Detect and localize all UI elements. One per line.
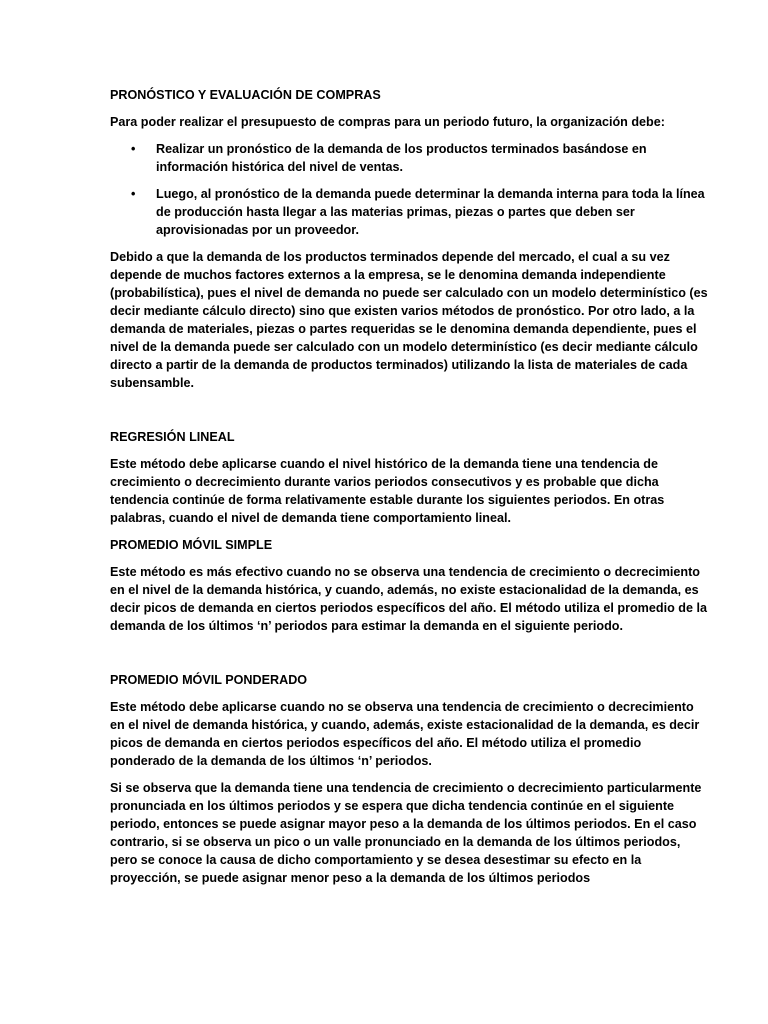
list-item-text: Realizar un pronóstico de la demanda de los productos terminados basándose en información histórica del nivel de ventas. <box>156 142 647 174</box>
list-item-text: Luego, al pronóstico de la demanda puede determinar la demanda interna para toda la línea de producción hasta llegar a las materias primas, piezas o partes que deben ser aprovisionadas por un proveedor. <box>156 187 705 237</box>
section-heading-regresion: REGRESIÓN LINEAL <box>110 430 235 444</box>
promedio-ponderado-paragraph: Este método debe aplicarse cuando no se observa una tendencia de crecimiento o decrecimiento en el nivel de demanda histórica, y cuando, además, existe estacionalidad de la demanda, es decir picos de demanda en ciertos periodos específicos del año. El método utiliza el promedio ponderado de la demanda de los últimos ‘n’ periodos. <box>110 700 700 768</box>
list-item <box>110 140 708 176</box>
list-item <box>110 185 708 239</box>
section-heading-promedio-ponderado: PROMEDIO MÓVIL PONDERADO <box>110 673 308 687</box>
bullet-icon: • <box>131 142 136 156</box>
regresion-paragraph: Este método debe aplicarse cuando el nivel histórico de la demanda tiene una tendencia de crecimiento o decrecimiento durante varios periodos consecutivos y es probable que dicha tendencia continúe de forma relativamente estable durante los siguientes periodos. En otras palabras, cuando el nivel de demanda tiene comportamiento lineal. <box>110 457 665 525</box>
section-heading-promedio-simple: PROMEDIO MÓVIL SIMPLE <box>110 538 273 552</box>
bullet-list <box>110 140 708 239</box>
section-heading-pronostico: PRONÓSTICO Y EVALUACIÓN DE COMPRAS <box>110 88 381 102</box>
promedio-simple-paragraph: Este método es más efectivo cuando no se observa una tendencia de crecimiento o decrecimiento en el nivel de la demanda histórica, y cuando, además, no existe estacionalidad de la demanda, es decir picos de demanda en ciertos periodos específicos del año. El método utiliza el promedio de la demanda de los últimos ‘n’ periodos para estimar la demanda en el siguiente periodo. <box>110 565 707 633</box>
bullet-icon: • <box>131 187 136 201</box>
intro-paragraph: Para poder realizar el presupuesto de compras para un periodo futuro, la organización debe: <box>110 115 665 129</box>
peso-paragraph: Si se observa que la demanda tiene una tendencia de crecimiento o decrecimiento particularmente pronunciada en los últimos periodos y se espera que dicha tendencia continúe en el siguiente periodo, entonces se puede asignar mayor peso a la demanda de los últimos periodos. En el caso contrario, si se observa un pico o un valle pronunciado en la demanda de los últimos periodos, pero se conoce la causa de dicho comportamiento y se desea desestimar su efecto en la proyección, se puede asignar menor peso a la demanda de los últimos periodos <box>110 781 702 885</box>
demand-paragraph: Debido a que la demanda de los productos terminados depende del mercado, el cual a su vez depende de muchos factores externos a la empresa, se le denomina demanda independiente (probabilística), pues el nivel de demanda no puede ser calculado con un modelo determinístico (es decir mediante cálculo directo) sino que existen varios métodos de pronóstico. Por otro lado, a la demanda de materiales, piezas o partes requeridas se le denomina demanda dependiente, pues el nivel de la demanda puede ser calculado con un modelo determinístico (es decir mediante cálculo directo a partir de la demanda de productos terminados) utilizando la lista de materiales de cada subensamble. <box>110 250 708 390</box>
